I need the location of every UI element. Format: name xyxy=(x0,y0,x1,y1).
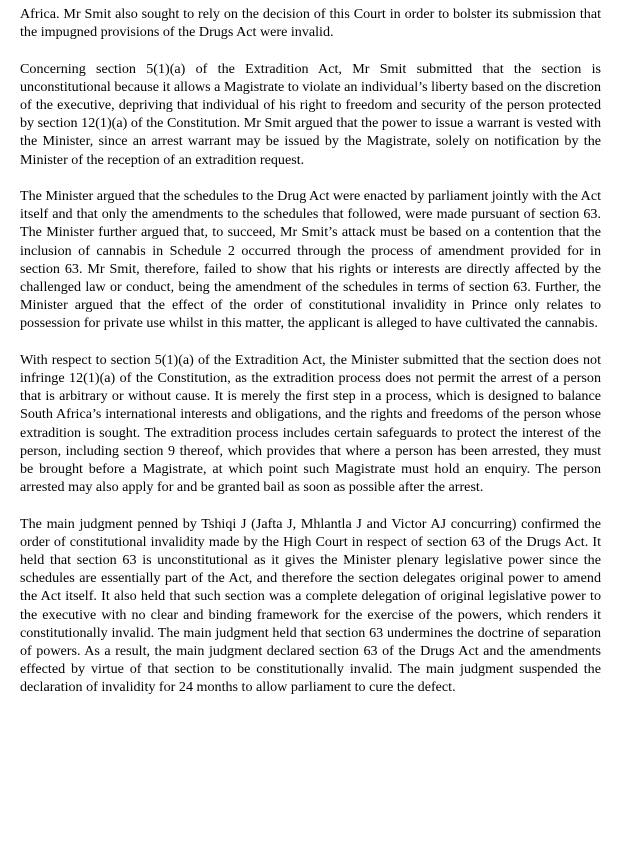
paragraph-1: Africa. Mr Smit also sought to rely on the decision of this Court in order to bolster its submission that the impugned provisions of the Drugs Act were invalid. xyxy=(20,6,601,41)
paragraph-4: With respect to section 5(1)(a) of the Extradition Act, the Minister submitted that the section does not infringe 12(1)(a) of the Constitution, as the extradition process does not permit the arrest of a person that is arbitrary or without cause. It is merely the first step in a process, which is designed to balance South Africa’s international interests and obligations, and the rights and freedoms of the person whose extradition is sought. The extradition process includes certain safeguards to protect the interest of the person, including section 9 thereof, which provides that where a person has been arrested, they must be brought before a Magistrate, at which point such Magistrate must hold an enquiry. The person arrested may also apply for and be granted bail as soon as possible after the arrest. xyxy=(20,351,601,496)
paragraph-3: The Minister argued that the schedules to the Drug Act were enacted by parliament jointly with the Act itself and that only the amendments to the schedules that followed, were made pursuant of section 63. The Minister further argued that, to succeed, Mr Smit’s attack must be based on a contention that the inclusion of cannabis in Schedule 2 occurred through the process of amendment provided for in section 63. Mr Smit, therefore, failed to show that his rights or interests are directly affected by the challenged law or conduct, being the amendment of the schedules in terms of section 63. Further, the Minister argued that the effect of the order of constitutional invalidity in Prince only relates to possession for private use whilst in this matter, the applicant is alleged to have cultivated the cannabis. xyxy=(20,188,601,332)
paragraph-2: Concerning section 5(1)(a) of the Extradition Act, Mr Smit submitted that the section is unconstitutional because it allows a Magistrate to violate an individual’s liberty based on the discretion of the executive, depriving that individual of his right to freedom and security of the person protected by section 12(1)(a) of the Constitution. Mr Smit argued that the power to issue a warrant is vested with the Minister, since an arrest warrant may be issued by the Magistrate, solely on notification by the Minister of the reception of an extradition request. xyxy=(20,60,601,168)
paragraph-5: The main judgment penned by Tshiqi J (Jafta J, Mhlantla J and Victor AJ concurring) confirmed the order of constitutional invalidity made by the High Court in respect of section 63 of the Drugs Act. It held that section 63 is unconstitutional as it gives the Minister plenary legislative power since the schedules are essentially part of the Act, and therefore the section delegates original power to amend the Act itself. It also held that such section was a complete delegation of original legislative power to the executive with no clear and binding framework for the exercise of the powers, which renders it constitutionally invalid. The main judgment held that section 63 undermines the doctrine of separation of powers. As a result, the main judgment declared section 63 of the Drugs Act and the amendments effected by virtue of that section to be constitutionally invalid. The main judgment suspended the declaration of invalidity for 24 months to allow parliament to cure the defect. xyxy=(20,515,601,696)
